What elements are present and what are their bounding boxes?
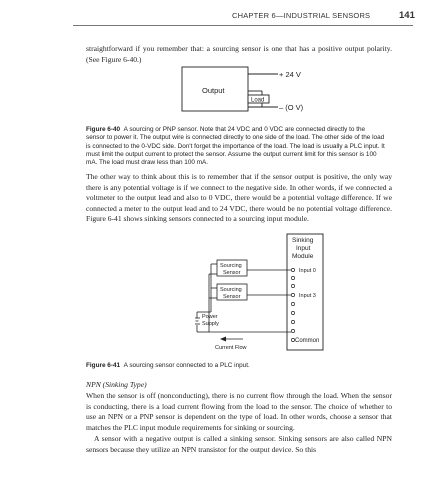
plus-24v-label: + 24 V <box>279 70 301 79</box>
figure-6-40-caption <box>86 126 386 167</box>
sensor-1-line-1: Sourcing <box>220 263 242 269</box>
output-label: Output <box>202 86 225 95</box>
minus-0v-label: – (O V) <box>279 103 304 112</box>
module-title-3: Module <box>292 253 314 260</box>
subheading-npn: NPN (Sinking Type) <box>86 380 147 389</box>
paragraph-npn: When the sensor is off (nonconducting), there is no current flow through the load. When the sensor is conducting, there is a load current flowing from the load to the sensor. The choice of whether to use an NPN or a PNP sensor is dependent on the type of load. In other words, choose a sensor that matches the PLC input module requirements for sinking or sourcing. <box>86 391 392 432</box>
sensor-1-line-2: Sensor <box>223 270 241 276</box>
figure-6-41-caption-text: A sourcing sensor connected to a PLC input. <box>123 362 250 369</box>
module-title-2: Input <box>296 245 311 252</box>
chapter-title: CHAPTER 6—INDUSTRIAL SENSORS <box>232 11 371 20</box>
current-flow-arrowhead <box>220 337 226 342</box>
paragraph-intro: straightforward if you remember that: a sourcing sensor is one that has a positive output polarity. (See Figure 6-40.) <box>86 44 392 64</box>
running-header <box>0 11 448 25</box>
figure-6-40-caption-text: A sourcing or PNP sensor. Note that 24 VDC and 0 VDC are connected directly to the sensor to power it. The output wire is connected directly to one side of the load. The other side of the load is connected to the 0-VDC side. Don't forget the importance of the load. The load is usually a PLC input. It must limit the output current to protect the sensor. Assume the output current limit for this sensor is 100 mA. The load must draw less than 100 mA. <box>86 126 385 167</box>
figure-6-41-caption-label: Figure 6-41 <box>86 362 121 369</box>
sensor-2-line-2: Sensor <box>223 294 241 300</box>
input-3-label: Input 3 <box>299 293 316 299</box>
power-supply-line-2: Supply <box>202 321 219 327</box>
figure-6-41-caption <box>86 362 386 370</box>
common-label: Common <box>295 338 320 344</box>
current-flow-label: Current Flow <box>215 345 247 351</box>
page-number: 141 <box>399 10 415 21</box>
load-label: Load <box>251 97 265 104</box>
figure-6-40-caption-label: Figure 6-40 <box>86 126 121 133</box>
header-rule <box>73 25 413 26</box>
power-supply-line-1: Power <box>202 314 218 320</box>
figure-6-41-diagram <box>195 232 335 360</box>
sensor-2-line-1: Sourcing <box>220 287 242 293</box>
figure-6-40-diagram <box>150 63 310 123</box>
paragraph-potential: The other way to think about this is to remember that if the sensor output is positive, the only way there is any potential voltage is if we connect to the negative side. In other words, if we connected a voltmeter to the output lead and also to 0 VDC, there would be a potential voltage difference. If we connected a meter to the output lead and to 24 VDC, there would be no potential voltage difference. Figure 6-41 shows sinking sensors connected to a sourcing input module. <box>86 172 392 224</box>
input-0-label: Input 0 <box>299 268 316 274</box>
terminal-column <box>291 268 294 341</box>
paragraph-sinking: A sensor with a negative output is called a sinking sensor. Sinking sensors are also called NPN sensors because they utilize an NPN transistor for the output device. So this <box>86 434 392 454</box>
module-title-1: Sinking <box>292 237 314 244</box>
